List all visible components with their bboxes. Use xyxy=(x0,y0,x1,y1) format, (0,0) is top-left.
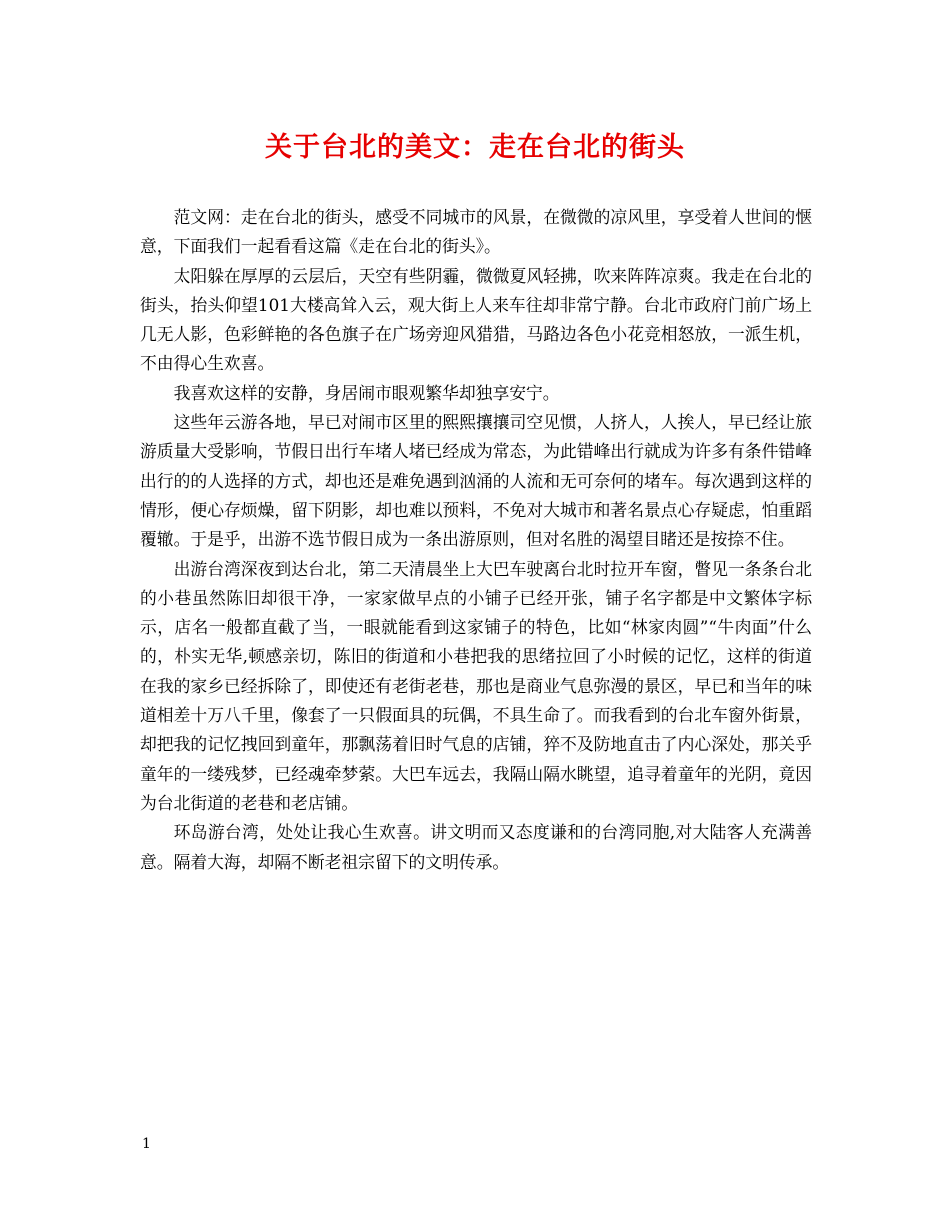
page-number: 1 xyxy=(142,1136,151,1152)
paragraph: 出游台湾深夜到达台北，第二天清晨坐上大巴车驶离台北时拉开车窗，瞥见一条条台北的小巷虽然陈旧却很干净，一家家做早点的小铺子已经开张，铺子名字都是中文繁体字标示，店名一般都直截了当，一眼就能看到这家铺子的特色，比如“林家肉圆”“牛肉面”什么的，朴实无华,顿感亲切，陈旧的街道和小巷把我的思绪拉回了小时候的记忆，这样的街道在我的家乡已经拆除了，即使还有老街老巷，那也是商业气息弥漫的景区，早已和当年的味道相差十万八千里，像套了一只假面具的玩偶，不具生命了。而我看到的台北车窗外街景，却把我的记忆拽回到童年，那飘荡着旧时气息的店铺，猝不及防地直击了内心深处，那关乎童年的一缕残梦，已经魂牵梦萦。大巴车远去，我隔山隔水眺望，追寻着童年的光阴，竟因为台北街道的老巷和老店铺。 xyxy=(140,558,812,813)
paragraph: 太阳躲在厚厚的云层后，天空有些阴霾，微微夏风轻拂，吹来阵阵凉爽。我走在台北的街头，抬头仰望101大楼高耸入云，观大街上人来车往却非常宁静。台北市政府门前广场上几无人影，色彩鲜艳的各色旗子在广场旁迎风猎猎，马路边各色小花竞相怒放，一派生机，不由得心生欢喜。 xyxy=(140,265,812,374)
paragraph: 我喜欢这样的安静，身居闹市眼观繁华却独享安宁。 xyxy=(173,382,560,403)
paragraph: 这些年云游各地，早已对闹市区里的熙熙攘攘司空见惯，人挤人，人挨人，早已经让旅游质量大受影响，节假日出行车堵人堵已经成为常态，为此错峰出行就成为许多有条件错峰出行的的人选择的方式，却也还是难免遇到汹涌的人流和无可奈何的堵车。每次遇到这样的情形，便心存烦燥，留下阴影，却也难以预料，不免对大城市和著名景点心存疑虑，怕重蹈覆辙。于是乎，出游不选节假日成为一条出游原则，但对名胜的渴望目睹还是按捺不住。 xyxy=(140,412,812,550)
document-body xyxy=(140,203,812,877)
document-title: 关于台北的美文：走在台北的街头 xyxy=(265,132,685,163)
paragraph: 范文网：走在台北的街头，感受不同城市的风景，在微微的凉风里，享受着人世间的惬意，下面我们一起看看这篇《走在台北的街头》。 xyxy=(140,207,812,257)
paragraph: 环岛游台湾，处处让我心生欢喜。讲文明而又态度谦和的台湾同胞,对大陆客人充满善意。隔着大海，却隔不断老祖宗留下的文明传承。 xyxy=(140,822,812,872)
